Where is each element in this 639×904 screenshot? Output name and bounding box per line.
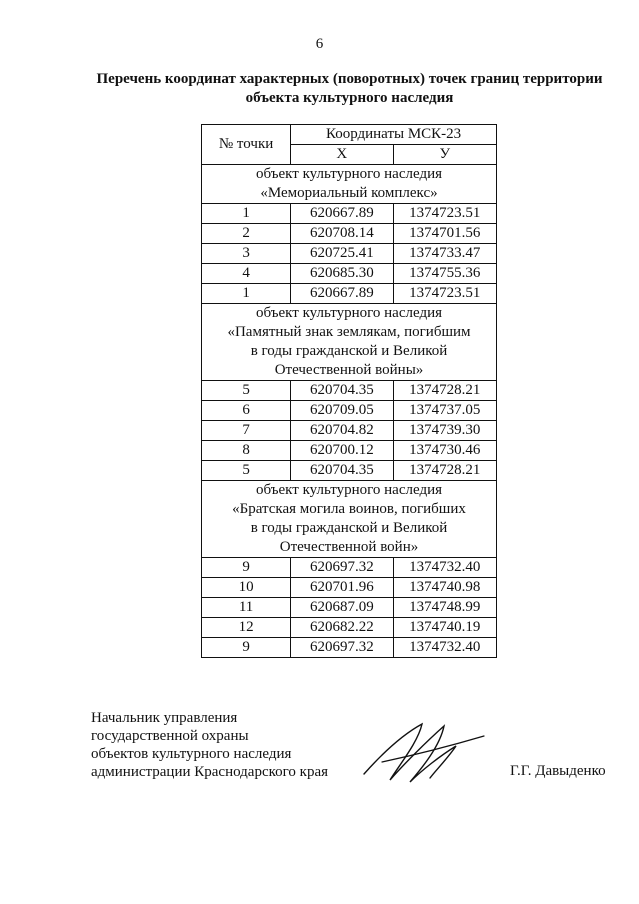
table-body	[202, 165, 497, 658]
signer-position-line: администрации Краснодарского края	[91, 764, 329, 780]
table-row	[202, 461, 497, 481]
x-coordinate-cell: 620704.82	[291, 421, 393, 441]
point-number-cell: 8	[202, 441, 291, 461]
group-title-line: объект культурного наследия	[256, 305, 442, 321]
header-y: У	[393, 145, 496, 165]
group-title-line: Отечественной войны»	[274, 362, 424, 378]
y-coordinate-cell: 1374739.30	[393, 421, 496, 441]
title-line: объекта культурного наследия	[245, 90, 454, 106]
table-row	[202, 578, 497, 598]
table-row	[202, 638, 497, 658]
y-coordinate-cell: 1374701.56	[393, 224, 496, 244]
group-title-line: «Братская могила воинов, погибших	[232, 501, 466, 517]
signer-name: Г.Г. Давыденко	[510, 763, 606, 779]
x-coordinate-cell: 620701.96	[291, 578, 393, 598]
group-title-row	[202, 165, 497, 204]
x-coordinate-cell: 620709.05	[291, 401, 393, 421]
point-number-cell: 6	[202, 401, 291, 421]
table-row	[202, 244, 497, 264]
y-coordinate-cell: 1374728.21	[393, 461, 496, 481]
group-title-line: Отечественной войн»	[279, 539, 419, 555]
handwritten-signature-icon	[360, 716, 490, 786]
y-coordinate-cell: 1374730.46	[393, 441, 496, 461]
x-coordinate-cell: 620697.32	[291, 558, 393, 578]
header-point-number: № точки	[202, 125, 291, 165]
group-title-line: объект культурного наследия	[256, 482, 442, 498]
x-coordinate-cell: 620667.89	[291, 284, 393, 304]
x-coordinate-cell: 620704.35	[291, 381, 393, 401]
point-number-cell: 4	[202, 264, 291, 284]
signer-position-line: государственной охраны	[91, 728, 249, 744]
point-number-cell: 2	[202, 224, 291, 244]
x-coordinate-cell: 620700.12	[291, 441, 393, 461]
y-coordinate-cell: 1374755.36	[393, 264, 496, 284]
title-line: Перечень координат характерных (поворотных) точек границ территории	[96, 71, 603, 87]
point-number-cell: 3	[202, 244, 291, 264]
y-coordinate-cell: 1374723.51	[393, 204, 496, 224]
document-title	[60, 70, 639, 108]
x-coordinate-cell: 620708.14	[291, 224, 393, 244]
y-coordinate-cell: 1374740.19	[393, 618, 496, 638]
y-coordinate-cell: 1374740.98	[393, 578, 496, 598]
y-coordinate-cell: 1374728.21	[393, 381, 496, 401]
table-row	[202, 421, 497, 441]
group-title	[202, 304, 497, 381]
group-title	[202, 481, 497, 558]
y-coordinate-cell: 1374723.51	[393, 284, 496, 304]
signer-position	[91, 709, 328, 781]
table-row	[202, 204, 497, 224]
point-number-cell: 5	[202, 381, 291, 401]
point-number-cell: 7	[202, 421, 291, 441]
table-row	[202, 264, 497, 284]
table-row	[202, 224, 497, 244]
group-title-line: «Памятный знак землякам, погибшим	[227, 324, 471, 340]
group-title-row	[202, 481, 497, 558]
table-row	[202, 381, 497, 401]
table-row	[202, 618, 497, 638]
x-coordinate-cell: 620697.32	[291, 638, 393, 658]
group-title-line: объект культурного наследия	[256, 166, 442, 182]
point-number-cell: 11	[202, 598, 291, 618]
point-number-cell: 1	[202, 284, 291, 304]
point-number-cell: 10	[202, 578, 291, 598]
group-title-row	[202, 304, 497, 381]
y-coordinate-cell: 1374732.40	[393, 558, 496, 578]
x-coordinate-cell: 620685.30	[291, 264, 393, 284]
y-coordinate-cell: 1374732.40	[393, 638, 496, 658]
table-row	[202, 441, 497, 461]
point-number-cell: 9	[202, 638, 291, 658]
page-number: 6	[315, 36, 324, 52]
header-coordinates: Координаты МСК-23	[291, 125, 497, 145]
coordinates-table	[201, 124, 497, 658]
group-title	[202, 165, 497, 204]
point-number-cell: 1	[202, 204, 291, 224]
table-row	[202, 598, 497, 618]
point-number-cell: 9	[202, 558, 291, 578]
group-title-line: «Мемориальный комплекс»	[260, 185, 438, 201]
point-number-cell: 12	[202, 618, 291, 638]
point-number-cell: 5	[202, 461, 291, 481]
y-coordinate-cell: 1374748.99	[393, 598, 496, 618]
table-row	[202, 558, 497, 578]
table-row	[202, 401, 497, 421]
y-coordinate-cell: 1374733.47	[393, 244, 496, 264]
header-x: X	[291, 145, 393, 165]
table-row	[202, 284, 497, 304]
x-coordinate-cell: 620687.09	[291, 598, 393, 618]
signer-position-line: Начальник управления	[91, 710, 238, 726]
group-title-line: в годы гражданской и Великой	[250, 520, 448, 536]
x-coordinate-cell: 620704.35	[291, 461, 393, 481]
table-header-row	[202, 125, 497, 145]
x-coordinate-cell: 620725.41	[291, 244, 393, 264]
signer-position-line: объектов культурного наследия	[91, 746, 292, 762]
group-title-line: в годы гражданской и Великой	[250, 343, 448, 359]
x-coordinate-cell: 620667.89	[291, 204, 393, 224]
x-coordinate-cell: 620682.22	[291, 618, 393, 638]
y-coordinate-cell: 1374737.05	[393, 401, 496, 421]
